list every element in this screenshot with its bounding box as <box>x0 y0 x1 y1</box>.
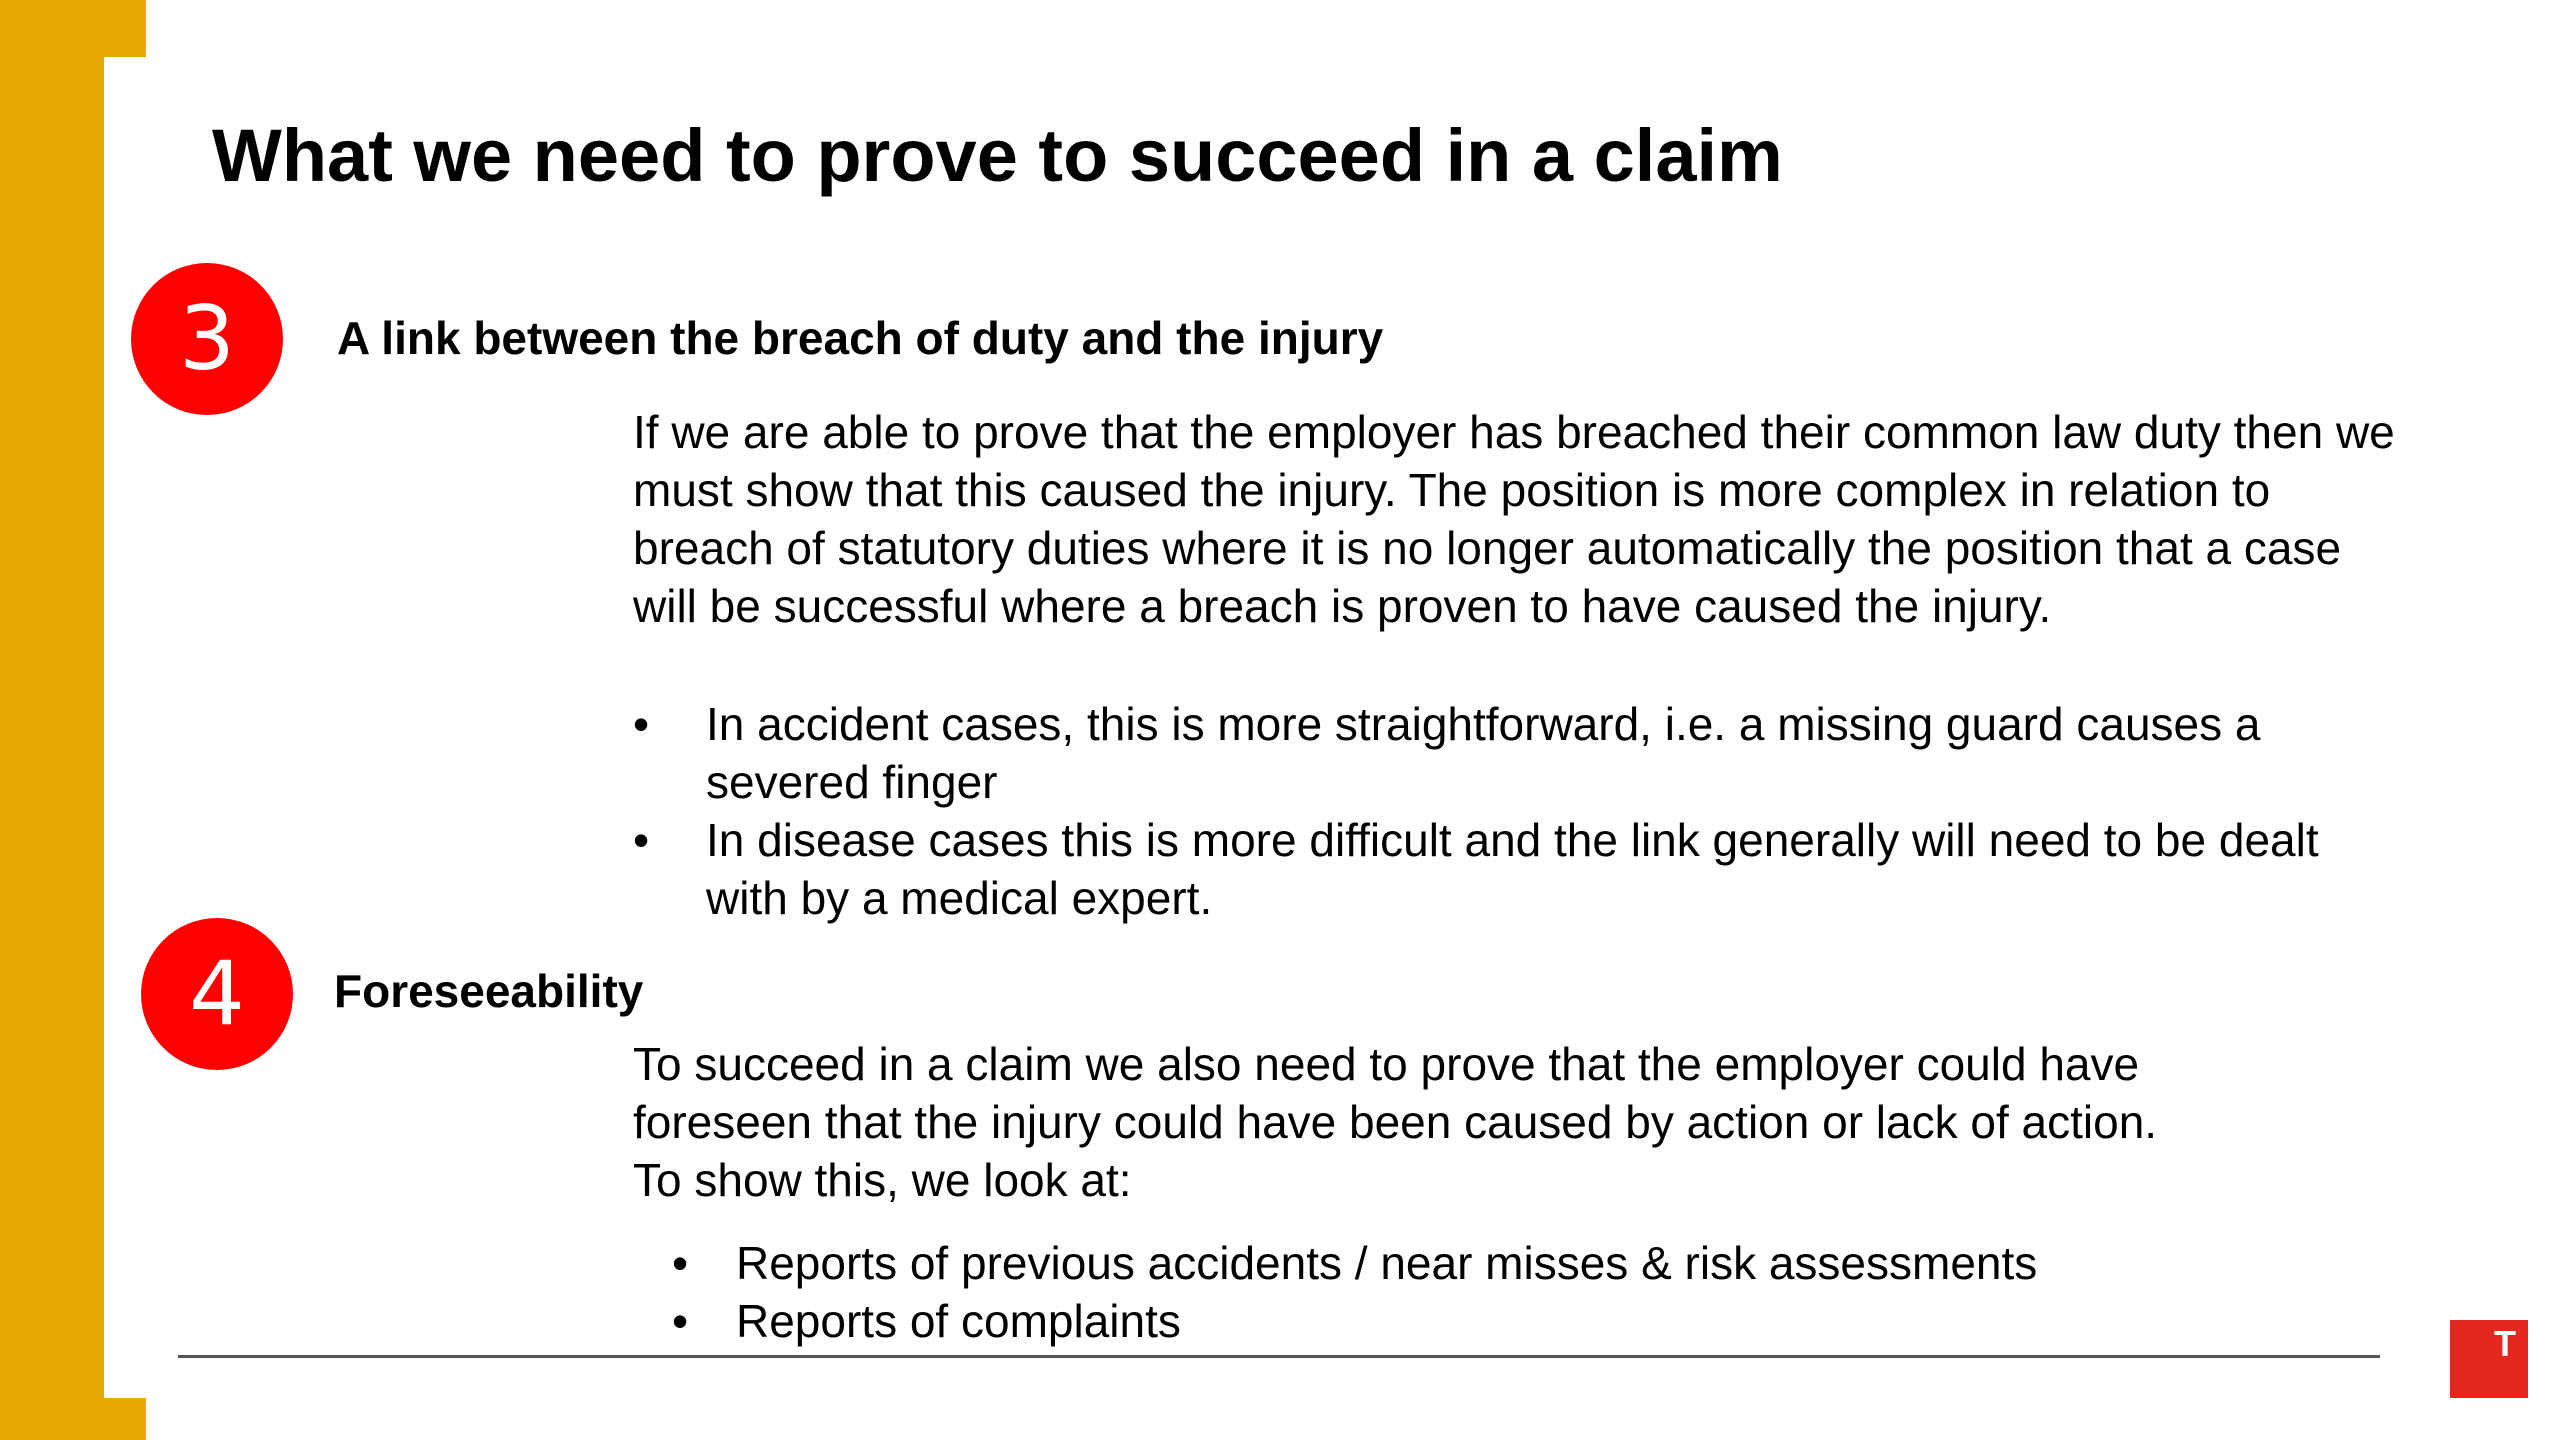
bullet-dot-icon: • <box>672 1237 689 1289</box>
bullet-item <box>633 695 2513 811</box>
paragraph-line: If we are able to prove that the employer has breached their common law duty then we <box>633 406 2395 458</box>
bullet-line: In disease cases this is more difficult and the link generally will need to be dealt <box>706 814 2319 866</box>
left-accent-bar-top-tab <box>104 0 146 57</box>
paragraph-line: foreseen that the injury could have been caused by action or lack of action. <box>633 1096 2158 1148</box>
bullet-line: Reports of complaints <box>736 1295 1181 1347</box>
bullet-dot-icon: • <box>672 1295 689 1347</box>
paragraph-line: will be successful where a breach is proven to have caused the injury. <box>633 580 2052 632</box>
bullet-dot-icon: • <box>633 814 650 866</box>
left-accent-bar-bottom-tab <box>104 1398 146 1440</box>
bullet-dot-icon: • <box>633 698 650 750</box>
bullet-line: In accident cases, this is more straightforward, i.e. a missing guard causes a <box>706 698 2261 750</box>
section-number-badge: 3 <box>131 263 283 415</box>
bullet-line: Reports of previous accidents / near misses & risk assessments <box>736 1237 2038 1289</box>
slide-title: What we need to prove to succeed in a claim <box>212 114 1783 197</box>
logo-icon: T <box>2450 1320 2528 1398</box>
bullet-list <box>633 695 2513 927</box>
bullet-list <box>670 1234 2520 1350</box>
left-accent-bar <box>0 0 104 1440</box>
bullet-item <box>670 1234 2520 1292</box>
section-number-badge: 4 <box>141 918 293 1070</box>
paragraph-line: To show this, we look at: <box>633 1154 1132 1206</box>
paragraph-line: must show that this caused the injury. The position is more complex in relation to <box>633 464 2271 516</box>
section-paragraph <box>633 403 2513 635</box>
section-paragraph <box>633 1035 2513 1209</box>
section-heading: Foreseeability <box>334 965 644 1017</box>
paragraph-line: breach of statutory duties where it is no longer automatically the position that a case <box>633 522 2342 574</box>
section-heading: A link between the breach of duty and the injury <box>337 312 1384 364</box>
footer-divider <box>178 1355 2380 1358</box>
bullet-line: severed finger <box>706 756 998 808</box>
bullet-line: with by a medical expert. <box>706 872 1213 924</box>
bullet-item <box>633 811 2513 927</box>
bullet-item <box>670 1292 2520 1350</box>
paragraph-line: To succeed in a claim we also need to prove that the employer could have <box>633 1038 2140 1090</box>
